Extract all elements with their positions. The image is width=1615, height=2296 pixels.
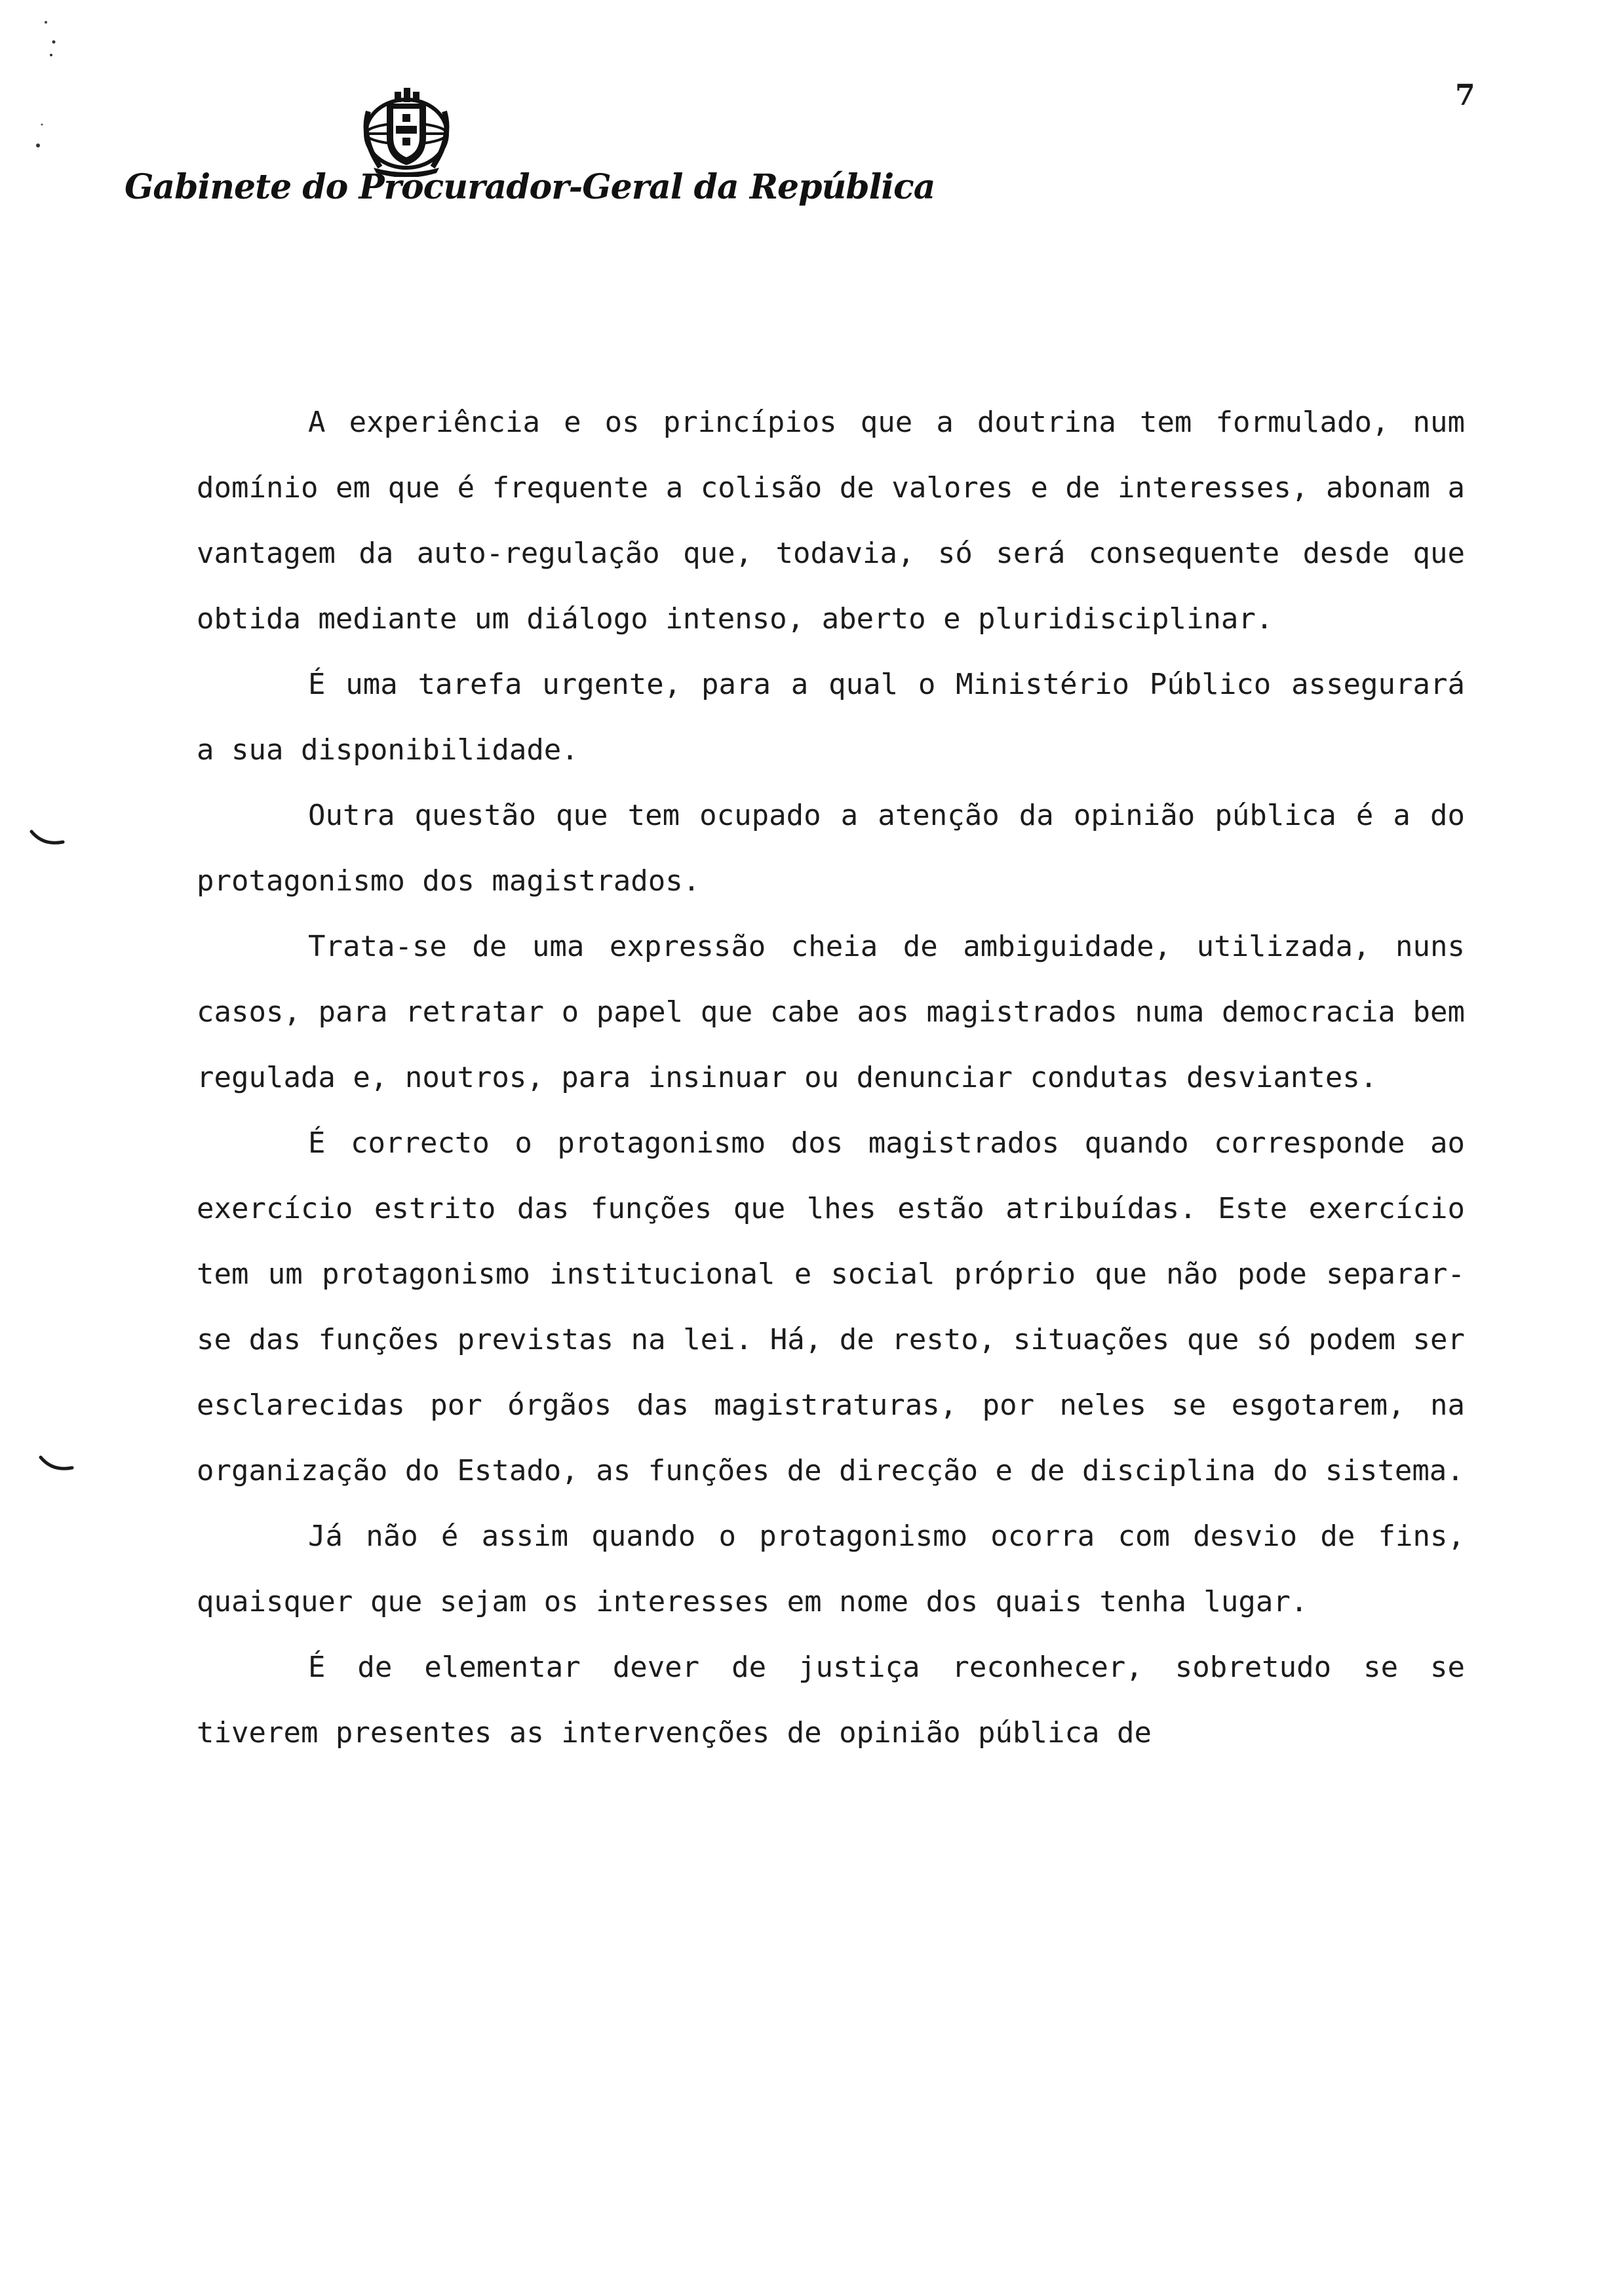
scan-specks <box>20 13 59 157</box>
paragraph: É de elementar dever de justiça reconhecer, sobretudo se se tiverem presentes as intervenções de opinião pública de <box>197 1651 1465 1750</box>
paragraph: A experiência e os princípios que a doutrina tem formulado, num domínio em que é frequente a colisão de valores e de interesses, abonam a vantagem da auto-regulação que, todavia, só será consequente desde que obtida mediante um diálogo intenso, aberto e pluridisciplinar. <box>197 406 1465 636</box>
margin-punch-mark <box>38 1455 75 1474</box>
paragraph: Outra questão que tem ocupado a atenção da opinião pública é a do protagonismo dos magistrados. <box>197 799 1465 898</box>
margin-punch-mark <box>29 829 66 849</box>
portuguese-coat-of-arms-icon <box>354 85 459 177</box>
page-number: 7 <box>1455 79 1475 112</box>
paragraph: É correcto o protagonismo dos magistrados quando corresponde ao exercício estrito das funções que lhes estão atribuídas. Este exercício tem um protagonismo institucional e social próprio que não pode separar-se das funções previstas na lei. Há, de resto, situações que só podem ser esclarecidas por órgãos das magistraturas, por neles se esgotarem, na organização do Estado, as funções de direcção e de disciplina do sistema. <box>197 1126 1465 1487</box>
document-body <box>197 390 1465 1766</box>
letterhead-signature: Gabinete do Procurador-Geral da República <box>125 167 935 207</box>
paragraph: É uma tarefa urgente, para a qual o Ministério Público assegurará a sua disponibilidade. <box>197 668 1465 767</box>
paragraph: Já não é assim quando o protagonismo ocorra com desvio de fins, quaisquer que sejam os interesses em nome dos quais tenha lugar. <box>197 1520 1465 1618</box>
paragraph: Trata-se de uma expressão cheia de ambiguidade, utilizada, nuns casos, para retratar o papel que cabe aos magistrados numa democracia bem regulada e, noutros, para insinuar ou denunciar condutas desviantes. <box>197 930 1465 1094</box>
